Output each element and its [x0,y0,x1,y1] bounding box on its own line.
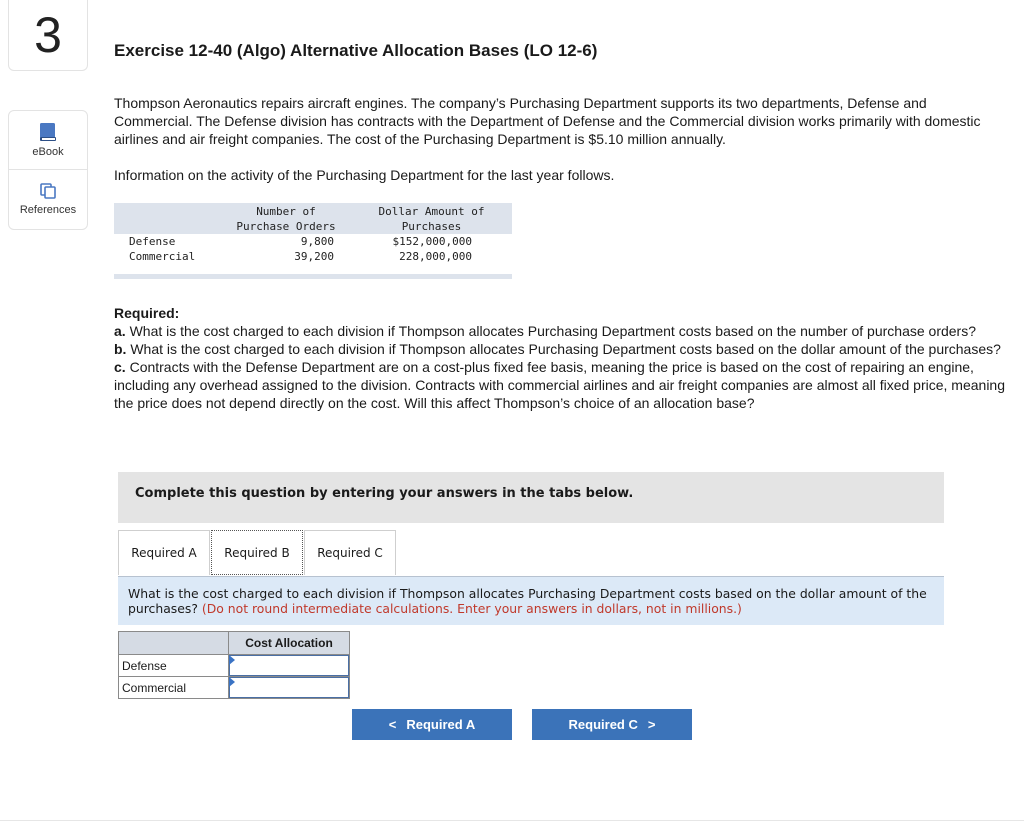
intro-paragraph: Thompson Aeronautics repairs aircraft engines. The company’s Purchasing Department supports its two departments, Defense and Commercial. The Defense division has contracts with the Department of Defense and the Commercial division works primarily with domestic airlines and air freight companies. The cost of the Purchasing Department is $5.10 million annually. [114,95,981,147]
required-a: a. What is the cost charged to each division if Thompson allocates Purchasing Department costs based on the number of purchase orders? [114,323,977,339]
input-flag-icon [229,677,235,687]
tab-required-b[interactable]: Required B [211,530,303,575]
table-row [119,655,350,677]
question-number: 3 [8,0,88,71]
amount-value: 228,000,000 [399,250,472,263]
orders-header: Number of Purchase Orders [236,205,336,233]
answer-row-label: Commercial [119,677,229,699]
table-row [114,250,512,266]
next-required-c-button[interactable] [532,709,692,740]
references-button[interactable] [9,169,87,228]
prompt-hint: (Do not round intermediate calculations. Enter your answers in dollars, not in millions.) [201,601,742,616]
ebook-label: eBook [32,146,64,158]
empty-header [119,632,229,655]
next-button-label: Required C [568,717,638,732]
copy-icon [39,182,57,200]
required-b: b. What is the cost charged to each division if Thompson allocates Purchasing Department costs based on the dollar amount of the purchases? [114,341,1001,357]
cost-allocation-header: Cost Allocation [229,632,350,655]
row-label: Defense [129,235,176,248]
table-row [114,234,512,250]
commercial-cost-input[interactable] [229,677,349,698]
required-c: c. Contracts with the Defense Department are on a cost-plus fixed fee basis, meaning the price is based on the cost of repairing an engine, including any overhead assigned to the division. Contracts with commercial airlines and air freight companies are almost all fixed price, meaning the price does not depend directly on the cost. Will this affect Thompson’s choice of an allocation base? [114,359,1006,411]
purchasing-activity-table [114,203,512,279]
ebook-button[interactable] [9,111,87,169]
row-label: Commercial [129,250,196,263]
required-section [114,304,1006,412]
required-heading: Required: [114,305,180,321]
book-icon [39,122,57,142]
info-line: Information on the activity of the Purchasing Department for the last year follows. [114,167,615,183]
sidebar [8,110,88,230]
amount-header: Dollar Amount of Purchases [378,205,485,233]
table-row [119,677,350,699]
tab-required-c[interactable]: Required C [304,530,396,575]
question-prompt [118,577,944,625]
defense-cost-cell [229,655,350,677]
instruction-box: Complete this question by entering your answers in the tabs below. [118,472,944,523]
table-header [114,203,512,234]
prev-required-a-button[interactable] [352,709,512,740]
footer-divider [0,820,1024,821]
table-footer-bar [114,274,512,279]
prompt-text: What is the cost charged to each division if Thompson allocates Purchasing Department costs based on the dollar amount of the purchases? [128,586,927,616]
chevron-left-icon: < [388,717,397,732]
references-label: References [19,204,77,216]
answer-row-label: Defense [119,655,229,677]
commercial-cost-cell [229,677,350,699]
page-title: Exercise 12-40 (Algo) Alternative Allocation Bases (LO 12-6) [114,41,598,60]
chevron-right-icon: > [647,717,656,732]
orders-value: 9,800 [300,235,334,248]
defense-cost-input[interactable] [229,655,349,676]
tab-required-a[interactable]: Required A [118,530,210,575]
amount-value: $152,000,000 [392,235,472,248]
prev-button-label: Required A [406,717,476,732]
orders-value: 39,200 [294,250,334,263]
answer-table [118,631,350,699]
input-flag-icon [229,655,235,665]
